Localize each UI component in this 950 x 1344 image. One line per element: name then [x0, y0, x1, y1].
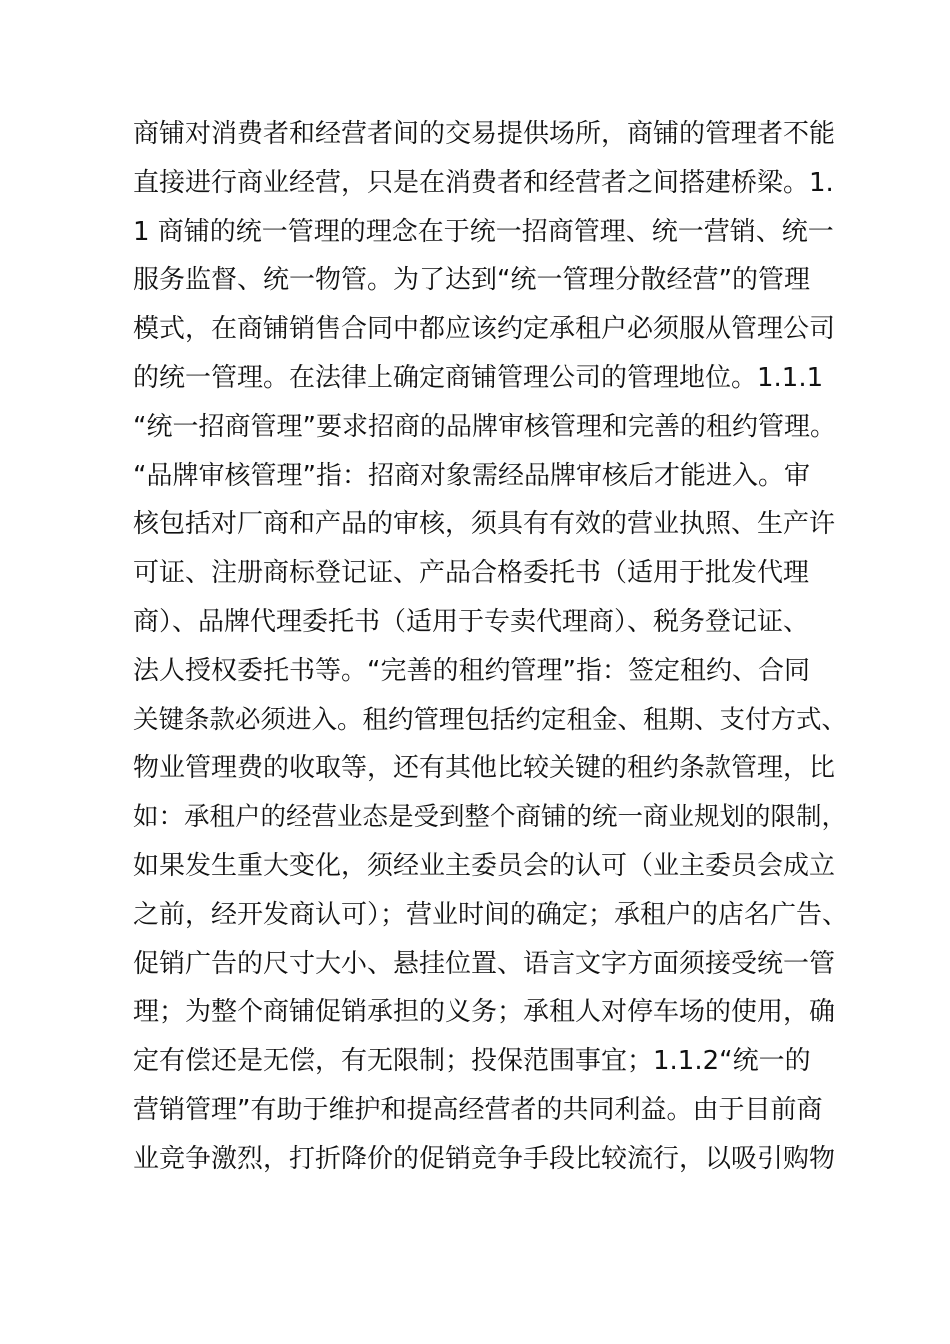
text-line: 1 商铺的统一管理的理念在于统一招商管理、统一营销、统一 — [133, 216, 834, 247]
text-line: 服务监督、统一物管。为了达到“统一管理分散经营”的管理 — [133, 265, 810, 296]
text-line: 关键条款必须进入。租约管理包括约定租金、租期、支付方式、 — [133, 704, 848, 735]
text-line: 如果发生重大变化，须经业主委员会的认可（业主委员会成立 — [133, 850, 836, 881]
text-line: 业竞争激烈，打折降价的促销竞争手段比较流行，以吸引购物 — [133, 1143, 836, 1174]
text-line: 如：承租户的经营业态是受到整个商铺的统一商业规划的限制， — [133, 802, 848, 833]
text-line: 直接进行商业经营，只是在消费者和经营者之间搭建桥梁。1. — [133, 167, 834, 198]
text-line: 之前，经开发商认可）；营业时间的确定；承租户的店名广告、 — [133, 899, 849, 930]
text-line: 法人授权委托书等。“完善的租约管理”指：签定租约、合同 — [133, 655, 810, 686]
text-line: 定有偿还是无偿，有无限制；投保范围事宜；1.1.2“统一的 — [133, 1046, 811, 1077]
text-line: “统一招商管理”要求招商的品牌审核管理和完善的租约管理。 — [133, 411, 836, 442]
body-text — [133, 110, 853, 1184]
text-line: 营销管理”有助于维护和提高经营者的共同利益。由于目前商 — [133, 1094, 823, 1125]
text-line: 商铺对消费者和经营者间的交易提供场所，商铺的管理者不能 — [133, 119, 836, 149]
text-line: 可证、注册商标登记证、产品合格委托书（适用于批发代理 — [133, 558, 810, 589]
text-line: 物业管理费的收取等，还有其他比较关键的租约条款管理，比 — [133, 753, 836, 784]
text-line: 商）、品牌代理委托书（适用于专卖代理商）、税务登记证、 — [133, 606, 810, 637]
text-line: 的统一管理。在法律上确定商铺管理公司的管理地位。1.1.1 — [133, 362, 824, 393]
text-line: 理；为整个商铺促销承担的义务；承租人对停车场的使用，确 — [133, 997, 836, 1028]
text-line: “品牌审核管理”指：招商对象需经品牌审核后才能进入。审 — [133, 460, 810, 491]
text-line: 模式，在商铺销售合同中都应该约定承租户必须服从管理公司 — [133, 314, 836, 345]
text-line: 核包括对厂商和产品的审核，须具有有效的营业执照、生产许 — [133, 509, 836, 540]
text-line: 促销广告的尺寸大小、悬挂位置、语言文字方面须接受统一管 — [133, 948, 836, 979]
